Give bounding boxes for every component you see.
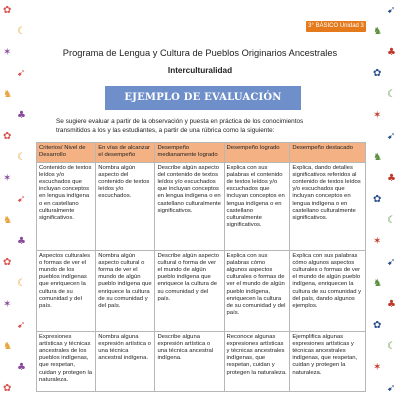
table-cell: Describe algún aspecto del contenido de textos leídos y/o escuchados que incluyan conceptos en lengua indígena o en castellano culturalmente significativos.: [155, 163, 224, 251]
header-level-4: Desempeño destacado: [290, 143, 366, 163]
table-cell: Describe alguna expresión artística o una técnica ancestral indígena.: [155, 332, 224, 392]
table-cell: Expresiones artísticas y técnicas ancestrales de los pueblos indígenas, que respetan, cuidan y protegen la naturaleza.: [37, 332, 96, 392]
flower-icon: ✿: [373, 68, 382, 79]
table-cell: Explica, dando detalles significativos referidos al contenido de textos leídos y/o escuchados que incluyan conceptos en lengua indígena o en castellano culturalmente significativos.: [290, 163, 366, 251]
star-icon: ✶: [3, 299, 12, 310]
header-level-3: Desempeño logrado: [224, 143, 290, 163]
table-cell: Reconoce algunas expresiones artísticas y técnicas ancestrales indígenas, que respetan, cuidan y protegen la naturaleza.: [224, 332, 290, 392]
animal-icon: ♞: [373, 278, 382, 289]
animal-icon: ♞: [373, 26, 382, 37]
star-icon: ✶: [373, 110, 382, 121]
rubric-header-row: [37, 143, 366, 163]
flower-icon: ✿: [3, 257, 12, 268]
header-level-2: Desempeño medianamente logrado: [155, 143, 224, 163]
flower-icon: ✿: [3, 383, 12, 394]
plant-icon: ♣: [387, 173, 396, 184]
banner-title: EJEMPLO DE EVALUACIÓN: [124, 92, 282, 103]
moon-icon: ☾: [387, 215, 396, 226]
decorative-border-left: [0, 0, 30, 400]
bird-icon: ➹: [17, 320, 26, 331]
plant-icon: ♣: [387, 47, 396, 58]
table-cell: Nombra alguna expresión artística o una técnica ancestral indígena.: [96, 332, 155, 392]
grade-badge: 3° BÁSICO Unidad 3: [306, 21, 366, 32]
table-row: [37, 163, 366, 251]
flower-icon: ✿: [3, 131, 12, 142]
star-icon: ✶: [373, 362, 382, 373]
moon-icon: ☾: [387, 341, 396, 352]
plant-icon: ♣: [387, 299, 396, 310]
header-criteria: Criterios/ Nivel de Desarrollo: [37, 143, 96, 163]
bird-icon: ➹: [387, 131, 396, 142]
intro-paragraph: [56, 117, 356, 135]
table-cell: Nombra algún aspecto cultural o forma de ver el mundo de algún pueblo indígena que enriquece la cultura de su comunidad y del país.: [96, 251, 155, 332]
moon-icon: ☾: [17, 278, 26, 289]
intro-line-2: transmitidos a los y las estudiantes, a partir de una rúbrica como la siguiente:: [56, 127, 275, 134]
program-title: Programa de Lengua y Cultura de Pueblos Originarios Ancestrales: [62, 48, 338, 58]
table-cell: Explica con sus palabras el contenido de textos leídos y/o escuchados que incluyan conceptos en lengua indígena o en castellano culturalmente significativos.: [224, 163, 290, 251]
star-icon: ✶: [3, 173, 12, 184]
table-cell: Explica con sus palabras cómo algunos aspectos culturales o formas de ver el mundo de algún pueblo indígena, enriquecen la cultura de su comunidad y del país.: [224, 251, 290, 332]
animal-icon: ♞: [373, 152, 382, 163]
table-cell: Ejemplifica algunas expresiones artísticas y técnicas ancestrales indígenas, que respetan, cuidan y protegen la naturaleza.: [290, 332, 366, 392]
table-row: [37, 332, 366, 392]
bird-icon: ➹: [387, 257, 396, 268]
bird-icon: ➹: [17, 194, 26, 205]
table-cell: Contenido de textos leídos y/o escuchados que incluyan conceptos en lengua indígena o en castellano culturalmente significativos.: [37, 163, 96, 251]
bird-icon: ➹: [17, 68, 26, 79]
star-icon: ✶: [373, 236, 382, 247]
moon-icon: ☾: [17, 26, 26, 37]
table-cell: Describe algún aspecto cultural o forma de ver el mundo de algún pueblo indígena que enriquece la cultura de su comunidad y del país.: [155, 251, 224, 332]
moon-icon: ☾: [387, 89, 396, 100]
table-cell: Aspectos culturales o formas de ver el mundo de los pueblos indígenas que enriquecen la cultura de su comunidad y del país.: [37, 251, 96, 332]
flower-icon: ✿: [373, 194, 382, 205]
plant-icon: ♣: [17, 362, 26, 373]
intro-line-1: Se sugiere evaluar a partir de la observación y puesta en práctica de los conocimientos: [56, 118, 304, 125]
bird-icon: ➹: [387, 5, 396, 16]
section-title: Interculturalidad: [167, 66, 233, 75]
moon-icon: ☾: [17, 152, 26, 163]
evaluation-banner: [105, 86, 301, 110]
table-row: [37, 251, 366, 332]
plant-icon: ♣: [17, 110, 26, 121]
flower-icon: ✿: [373, 320, 382, 331]
table-cell: Nombra algún aspecto del contenido de textos leídos y/o escuchados.: [96, 163, 155, 251]
flower-icon: ✿: [3, 5, 12, 16]
rubric-table: [36, 142, 366, 392]
star-icon: ✶: [3, 47, 12, 58]
animal-icon: ♞: [3, 89, 12, 100]
bird-icon: ➹: [387, 383, 396, 394]
animal-icon: ♞: [3, 215, 12, 226]
animal-icon: ♞: [3, 341, 12, 352]
decorative-border-right: [370, 0, 400, 400]
header-level-1: En vías de alcanzar el desempeño: [96, 143, 155, 163]
table-cell: Explica con sus palabras cómo algunos aspectos culturales o formas de ver el mundo de algún pueblo indígena, enriquecen la cultura de su comunidad y del país, dando algunos ejemplos.: [290, 251, 366, 332]
plant-icon: ♣: [17, 236, 26, 247]
